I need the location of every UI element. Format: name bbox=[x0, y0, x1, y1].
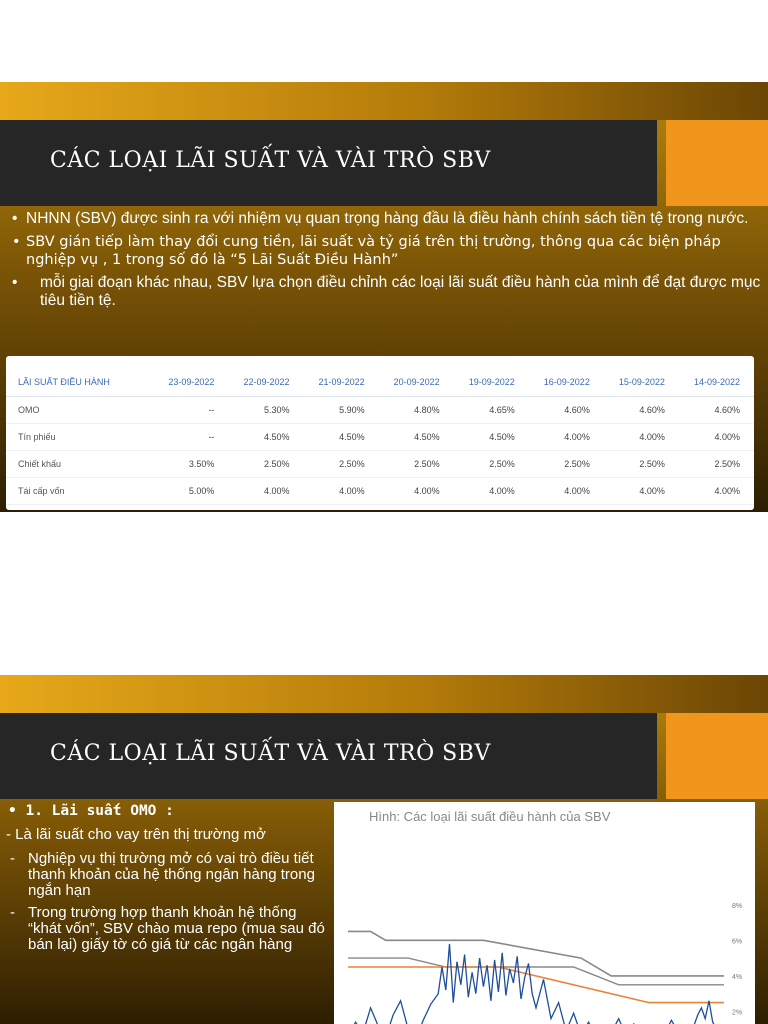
table-cell: 4.60% bbox=[529, 397, 604, 424]
table-cell: 2.50% bbox=[379, 451, 454, 478]
table-cell: 2.50% bbox=[679, 451, 754, 478]
dash-item-text: Nghiệp vụ thị trường mở có vai trò điều tiết thanh khoản của hệ thống ngân hàng trong ngắn hạn bbox=[28, 850, 315, 899]
slide-title: CÁC LOẠI LÃI SUẤT VÀ VÀI TRÒ SBV bbox=[50, 741, 491, 766]
rates-table bbox=[6, 356, 754, 505]
orange-accent-box bbox=[666, 713, 768, 799]
y-tick-label: 8% bbox=[732, 902, 743, 910]
bullet-list bbox=[10, 210, 762, 315]
table-cell: 4.80% bbox=[379, 397, 454, 424]
table-row bbox=[6, 451, 754, 478]
series-line bbox=[348, 958, 724, 985]
column-header: 22-09-2022 bbox=[228, 356, 303, 397]
table-cell: 5.90% bbox=[304, 397, 379, 424]
table-header-row bbox=[6, 356, 754, 397]
table-cell: 2.50% bbox=[228, 451, 303, 478]
table-cell: 4.50% bbox=[228, 424, 303, 451]
table-cell: 4.60% bbox=[679, 397, 754, 424]
table-cell: 3.50% bbox=[153, 451, 228, 478]
table-cell: 4.00% bbox=[679, 478, 754, 505]
table-row bbox=[6, 424, 754, 451]
y-tick-label: 2% bbox=[732, 1009, 743, 1017]
bullet-item: • mỗi giai đoạn khác nhau, SBV lựa chọn điều chỉnh các loại lãi suất điều hành của mình để đạt được mục tiêu tiền tệ. bbox=[10, 274, 762, 310]
table-cell: Tái cấp vốn bbox=[6, 478, 153, 505]
table-cell: Chiết khấu bbox=[6, 451, 153, 478]
table-cell: OMO bbox=[6, 397, 153, 424]
section-heading: • 1. Lãi suất OMO : bbox=[8, 803, 174, 819]
table-cell: 4.00% bbox=[529, 478, 604, 505]
rates-line-chart bbox=[334, 802, 755, 1024]
slide-title: CÁC LOẠI LÃI SUẤT VÀ VÀI TRÒ SBV bbox=[50, 148, 491, 173]
table-cell: 4.00% bbox=[379, 478, 454, 505]
table-cell: -- bbox=[153, 397, 228, 424]
table-cell: 4.65% bbox=[454, 397, 529, 424]
dash-item bbox=[6, 851, 326, 899]
y-tick-label: 4% bbox=[732, 973, 743, 981]
column-header: 14-09-2022 bbox=[679, 356, 754, 397]
orange-accent-box bbox=[666, 120, 768, 206]
table-cell: -- bbox=[153, 424, 228, 451]
omo-text-block bbox=[6, 803, 326, 959]
column-header: 21-09-2022 bbox=[304, 356, 379, 397]
table-cell: 4.00% bbox=[604, 478, 679, 505]
table-cell: 5.30% bbox=[228, 397, 303, 424]
column-header: 20-09-2022 bbox=[379, 356, 454, 397]
table-cell: 2.50% bbox=[454, 451, 529, 478]
table-cell: 2.50% bbox=[304, 451, 379, 478]
column-header: 19-09-2022 bbox=[454, 356, 529, 397]
table-cell: 4.50% bbox=[379, 424, 454, 451]
table-cell: 4.00% bbox=[529, 424, 604, 451]
table-cell: 5.00% bbox=[153, 478, 228, 505]
slide-1 bbox=[0, 82, 768, 512]
table-cell: 4.00% bbox=[228, 478, 303, 505]
dash-item-text: Trong trường hợp thanh khoản hệ thống “khát vốn”, SBV chào mua repo (mua sau đó bán lại) giấy tờ có giá từ các ngân hàng bbox=[28, 904, 325, 953]
dash-item bbox=[6, 905, 326, 953]
bullet-item: • SBV gián tiếp làm thay đổi cung tiền, lãi suất và tỷ giá trên thị trường, thông qua các biện pháp nghiệp vụ , 1 trong số đó là “5 Lãi Suất Điều Hành” bbox=[10, 233, 762, 269]
rates-figure bbox=[334, 802, 755, 1024]
gold-header-band bbox=[0, 82, 768, 120]
policy-rate-table bbox=[6, 356, 754, 510]
table-cell: 4.00% bbox=[304, 478, 379, 505]
table-row bbox=[6, 478, 754, 505]
slide-2 bbox=[0, 675, 768, 1024]
y-tick-label: 6% bbox=[732, 938, 743, 946]
table-cell: 4.00% bbox=[454, 478, 529, 505]
table-row bbox=[6, 397, 754, 424]
table-cell: 4.50% bbox=[454, 424, 529, 451]
table-cell: 2.50% bbox=[604, 451, 679, 478]
table-cell: 4.00% bbox=[679, 424, 754, 451]
column-header: 16-09-2022 bbox=[529, 356, 604, 397]
column-header: LÃI SUẤT ĐIỀU HÀNH bbox=[6, 356, 153, 397]
series-line bbox=[348, 931, 724, 976]
table-cell: 4.00% bbox=[604, 424, 679, 451]
table-cell: 4.50% bbox=[304, 424, 379, 451]
figure-title: Hình: Các loại lãi suất điều hành của SBV bbox=[369, 809, 611, 824]
bullet-item: • NHNN (SBV) được sinh ra với nhiệm vụ quan trọng hàng đầu là điều hành chính sách tiền tệ trong nước. bbox=[10, 210, 762, 228]
column-header: 15-09-2022 bbox=[604, 356, 679, 397]
series-line bbox=[348, 944, 724, 1024]
dash-marker: - bbox=[10, 850, 15, 867]
gold-header-band bbox=[0, 675, 768, 713]
table-cell: 2.50% bbox=[529, 451, 604, 478]
table-cell: 4.60% bbox=[604, 397, 679, 424]
table-cell: Tín phiếu bbox=[6, 424, 153, 451]
column-header: 23-09-2022 bbox=[153, 356, 228, 397]
dash-marker: - bbox=[10, 904, 15, 921]
definition-line: - Là lãi suất cho vay trên thị trường mở bbox=[6, 826, 266, 843]
